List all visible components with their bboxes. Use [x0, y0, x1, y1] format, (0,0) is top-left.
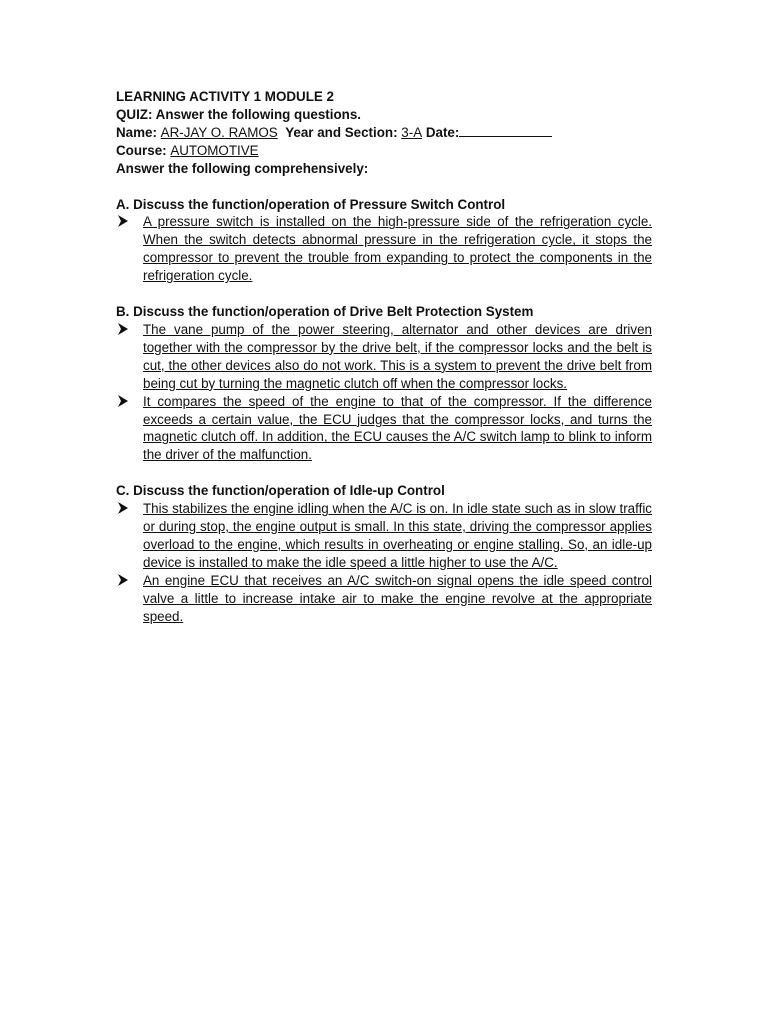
list-item	[116, 572, 652, 626]
name-line	[116, 124, 652, 142]
section-a-answers	[116, 213, 652, 285]
arrowhead-bullet-icon	[117, 573, 129, 587]
list-item	[116, 213, 652, 285]
quiz-instruction: QUIZ: Answer the following questions.	[116, 106, 361, 122]
section-c-answers	[116, 500, 652, 625]
date-blank	[459, 124, 552, 137]
year-section-label: Year and Section:	[285, 124, 402, 140]
answer-text: This stabilizes the engine idling when the A/C is on. In idle state such as in slow traffic or during stop, the engine output is small. In this state, driving the compressor applies overload to the engine, which results in overheating or engine stalling. So, an idle-up device is installed to make the idle speed a little higher to use the A/C.	[143, 501, 652, 570]
arrowhead-bullet-icon	[117, 501, 129, 515]
student-name: AR-JAY O. RAMOS	[160, 124, 278, 140]
document-title: LEARNING ACTIVITY 1 MODULE 2	[116, 89, 334, 104]
document-content	[116, 88, 652, 625]
answer-instruction: Answer the following comprehensively:	[116, 160, 369, 176]
name-label: Name:	[116, 124, 161, 140]
section-a-title: A. Discuss the function/operation of Pressure Switch Control	[116, 196, 506, 212]
list-item	[116, 321, 652, 393]
answer-text: An engine ECU that receives an A/C switch-on signal opens the idle speed control valve a little to increase intake air to make the engine revolve at the appropriate speed.	[143, 572, 652, 624]
year-section-value: 3-A	[401, 124, 423, 140]
section-b-answers	[116, 321, 652, 464]
section-b-title: B. Discuss the function/operation of Drive Belt Protection System	[116, 304, 534, 320]
arrowhead-bullet-icon	[117, 322, 129, 336]
section-c-title: C. Discuss the function/operation of Idle-up Control	[116, 483, 445, 499]
list-item	[116, 500, 652, 572]
list-item	[116, 393, 652, 465]
course-value: AUTOMOTIVE	[170, 142, 259, 158]
answer-text: A pressure switch is installed on the high-pressure side of the refrigeration cycle. When the switch detects abnormal pressure in the refrigeration cycle, it stops the compressor to prevent the trouble from expanding to protect the components in the refrigeration cycle.	[143, 214, 652, 284]
arrowhead-bullet-icon	[117, 214, 129, 228]
course-label: Course:	[116, 142, 171, 158]
date-label: Date:	[422, 124, 460, 140]
course-line	[116, 142, 652, 160]
answer-text: The vane pump of the power steering, alternator and other devices are driven together with the compressor by the drive belt, if the compressor locks and the belt is cut, the other devices also do not work. This is a system to prevent the drive belt from being cut by turning the magnetic clutch off when the compressor locks.	[143, 321, 652, 391]
answer-text: It compares the speed of the engine to that of the compressor. If the difference exceeds a certain value, the ECU judges that the compressor locks, and turns the magnetic clutch off. In addition, the ECU causes the A/C switch lamp to blink to inform the driver of the malfunction.	[143, 393, 652, 463]
arrowhead-bullet-icon	[117, 394, 129, 408]
